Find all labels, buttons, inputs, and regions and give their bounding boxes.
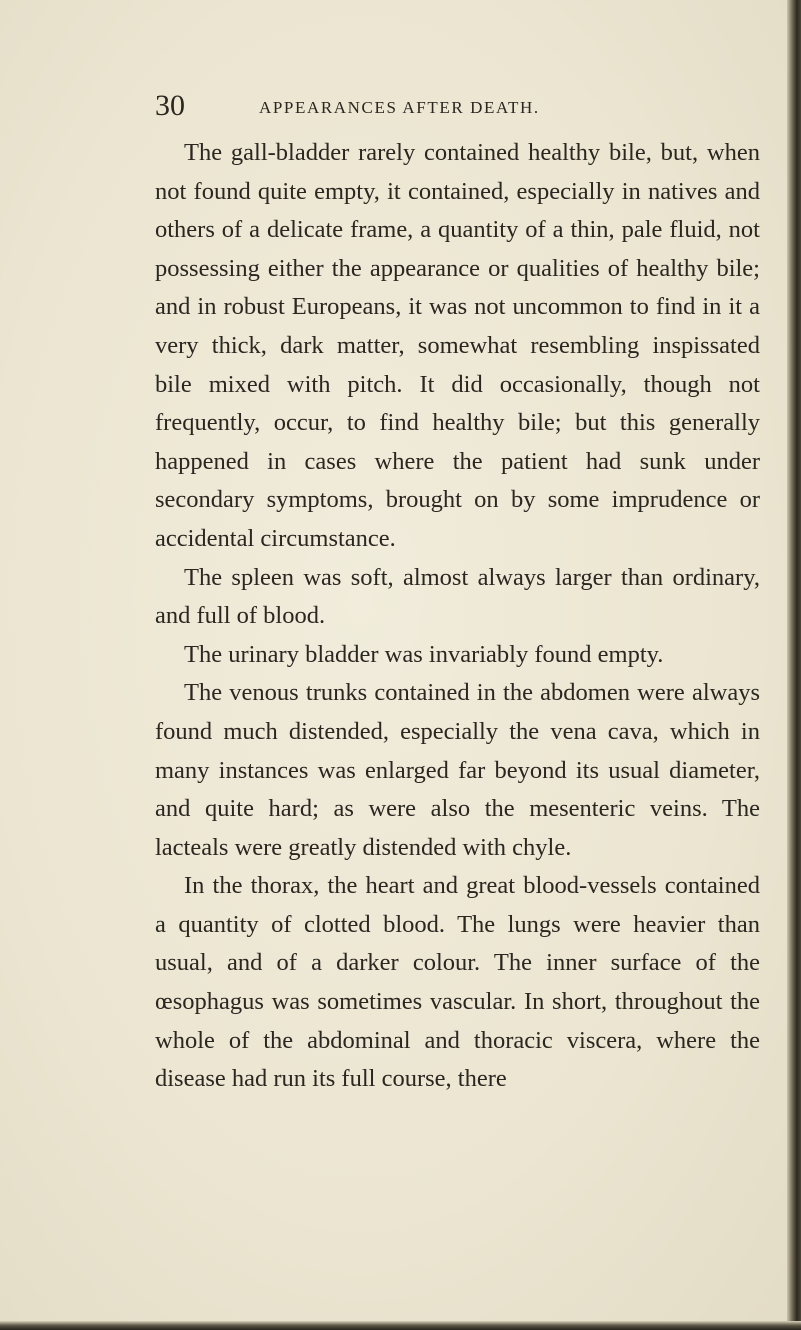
running-title: APPEARANCES AFTER DEATH.	[259, 98, 540, 117]
page-header	[155, 88, 765, 128]
paragraph-venous-trunks: The venous trunks contained in the abdomen were always found much distended, especially the vena cava, which in many instances was enlarged far beyond its usual diameter, and quite hard; as were also the mesenteric veins. The lacteals were greatly distended with chyle.	[155, 679, 760, 861]
page-binding-edge	[787, 0, 801, 1330]
paragraph-urinary-bladder: The urinary bladder was invariably found empty.	[184, 640, 664, 668]
paragraph-thorax: In the thorax, the heart and great blood-vessels contained a quantity of clotted blood. The lungs were heavier than usual, and of a darker colour. The inner surface of the œsophagus was sometimes vascular. In short, throughout the whole of the abdominal and thoracic viscera, where the disease had run its full course, there	[155, 872, 760, 1093]
paragraph-gall-bladder: The gall-bladder rarely contained healthy bile, but, when not found quite empty, it contained, especially in natives and others of a delicate frame, a quantity of a thin, pale fluid, not possessing either the appearance or qualities of healthy bile; and in robust Europeans, it was not uncommon to find in it a very thick, dark matter, somewhat resembling inspissated bile mixed with pitch. It did occasionally, though not frequently, occur, to find healthy bile; but this generally happened in cases where the patient had sunk under secondary symptoms, brought on by some imprudence or accidental circumstance.	[155, 139, 760, 552]
body-text	[155, 134, 760, 1099]
paragraph-spleen: The spleen was soft, almost always larger than ordinary, and full of blood.	[155, 563, 760, 630]
page-bottom-edge	[0, 1321, 801, 1330]
page-number: 30	[155, 89, 185, 122]
